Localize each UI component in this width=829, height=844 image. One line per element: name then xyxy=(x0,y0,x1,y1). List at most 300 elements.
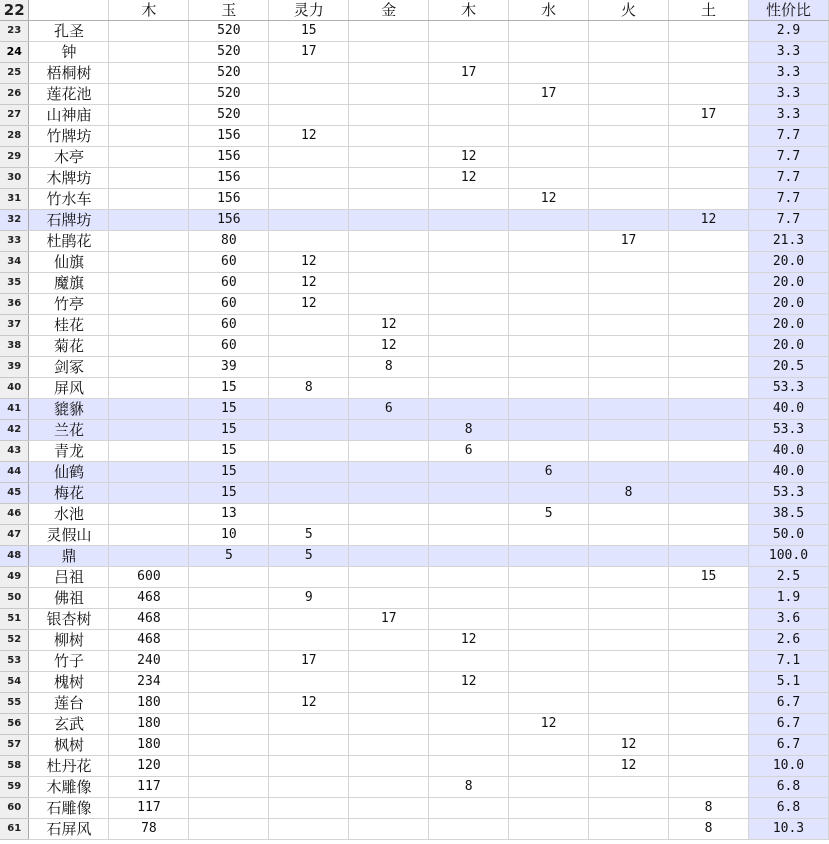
name-cell[interactable]: 仙鹤 xyxy=(29,462,109,483)
jade-cell[interactable]: 156 xyxy=(189,126,269,147)
column-label-fire[interactable]: 火 xyxy=(589,0,669,21)
row-header[interactable]: 39 xyxy=(0,357,29,378)
row-header[interactable]: 34 xyxy=(0,252,29,273)
fire-cell[interactable] xyxy=(589,42,669,63)
earth-cell[interactable] xyxy=(669,777,749,798)
value-ratio-cell[interactable]: 53.3 xyxy=(748,483,828,504)
spirit-cell[interactable] xyxy=(269,819,349,840)
row-header[interactable]: 31 xyxy=(0,189,29,210)
earth-cell[interactable] xyxy=(669,273,749,294)
value-ratio-cell[interactable]: 40.0 xyxy=(748,462,828,483)
metal-cell[interactable] xyxy=(349,378,429,399)
water-cell[interactable] xyxy=(509,252,589,273)
water-cell[interactable] xyxy=(509,168,589,189)
metal-cell[interactable] xyxy=(349,168,429,189)
water-cell[interactable] xyxy=(509,273,589,294)
spirit-cell[interactable]: 12 xyxy=(269,693,349,714)
jade-cell[interactable]: 5 xyxy=(189,546,269,567)
jade-cell[interactable]: 60 xyxy=(189,273,269,294)
spirit-cell[interactable]: 17 xyxy=(269,651,349,672)
spirit-cell[interactable] xyxy=(269,168,349,189)
fire-cell[interactable] xyxy=(589,294,669,315)
spirit-cell[interactable] xyxy=(269,210,349,231)
value-ratio-cell[interactable]: 40.0 xyxy=(748,441,828,462)
metal-cell[interactable]: 12 xyxy=(349,315,429,336)
wood-cell[interactable] xyxy=(109,420,189,441)
fire-cell[interactable] xyxy=(589,84,669,105)
name-cell[interactable]: 莲花池 xyxy=(29,84,109,105)
jade-cell[interactable] xyxy=(189,651,269,672)
row-header[interactable]: 44 xyxy=(0,462,29,483)
metal-cell[interactable] xyxy=(349,441,429,462)
water-cell[interactable] xyxy=(509,294,589,315)
name-cell[interactable]: 灵假山 xyxy=(29,525,109,546)
value-ratio-cell[interactable]: 6.8 xyxy=(748,777,828,798)
fire-cell[interactable] xyxy=(589,525,669,546)
value-ratio-cell[interactable]: 20.0 xyxy=(748,273,828,294)
wood-cell[interactable] xyxy=(109,378,189,399)
name-cell[interactable]: 杜鹃花 xyxy=(29,231,109,252)
value-ratio-cell[interactable]: 50.0 xyxy=(748,525,828,546)
name-cell[interactable]: 杜丹花 xyxy=(29,756,109,777)
name-cell[interactable]: 屏风 xyxy=(29,378,109,399)
earth-cell[interactable] xyxy=(669,714,749,735)
earth-cell[interactable] xyxy=(669,168,749,189)
metal-cell[interactable] xyxy=(349,819,429,840)
metal-cell[interactable] xyxy=(349,567,429,588)
name-cell[interactable]: 玄武 xyxy=(29,714,109,735)
metal-cell[interactable] xyxy=(349,147,429,168)
earth-cell[interactable] xyxy=(669,147,749,168)
jade-cell[interactable]: 10 xyxy=(189,525,269,546)
jade-cell[interactable]: 520 xyxy=(189,21,269,42)
fire-cell[interactable]: 8 xyxy=(589,483,669,504)
water-cell[interactable] xyxy=(509,357,589,378)
jade-cell[interactable] xyxy=(189,714,269,735)
earth-cell[interactable]: 17 xyxy=(669,105,749,126)
value-ratio-cell[interactable]: 7.7 xyxy=(748,168,828,189)
value-ratio-cell[interactable]: 7.7 xyxy=(748,126,828,147)
wood-element-cell[interactable] xyxy=(429,294,509,315)
name-cell[interactable]: 竹亭 xyxy=(29,294,109,315)
wood-cell[interactable] xyxy=(109,294,189,315)
wood-element-cell[interactable] xyxy=(429,735,509,756)
wood-cell[interactable] xyxy=(109,252,189,273)
water-cell[interactable] xyxy=(509,651,589,672)
fire-cell[interactable] xyxy=(589,315,669,336)
name-cell[interactable]: 银杏树 xyxy=(29,609,109,630)
water-cell[interactable] xyxy=(509,420,589,441)
water-cell[interactable] xyxy=(509,147,589,168)
wood-element-cell[interactable]: 12 xyxy=(429,672,509,693)
fire-cell[interactable] xyxy=(589,63,669,84)
wood-element-cell[interactable] xyxy=(429,252,509,273)
wood-cell[interactable]: 120 xyxy=(109,756,189,777)
metal-cell[interactable] xyxy=(349,483,429,504)
jade-cell[interactable]: 15 xyxy=(189,378,269,399)
wood-cell[interactable]: 240 xyxy=(109,651,189,672)
metal-cell[interactable] xyxy=(349,525,429,546)
jade-cell[interactable]: 15 xyxy=(189,462,269,483)
fire-cell[interactable] xyxy=(589,693,669,714)
fire-cell[interactable] xyxy=(589,462,669,483)
row-header[interactable]: 55 xyxy=(0,693,29,714)
fire-cell[interactable]: 17 xyxy=(589,231,669,252)
row-header[interactable]: 57 xyxy=(0,735,29,756)
water-cell[interactable] xyxy=(509,126,589,147)
jade-cell[interactable]: 520 xyxy=(189,84,269,105)
wood-element-cell[interactable] xyxy=(429,588,509,609)
column-label-jade[interactable]: 玉 xyxy=(189,0,269,21)
name-cell[interactable]: 貔貅 xyxy=(29,399,109,420)
earth-cell[interactable] xyxy=(669,189,749,210)
jade-cell[interactable]: 39 xyxy=(189,357,269,378)
row-header[interactable]: 53 xyxy=(0,651,29,672)
earth-cell[interactable] xyxy=(669,735,749,756)
wood-cell[interactable] xyxy=(109,42,189,63)
name-cell[interactable]: 鼎 xyxy=(29,546,109,567)
row-header[interactable]: 25 xyxy=(0,63,29,84)
water-cell[interactable] xyxy=(509,609,589,630)
spirit-cell[interactable] xyxy=(269,441,349,462)
wood-cell[interactable]: 180 xyxy=(109,714,189,735)
water-cell[interactable]: 6 xyxy=(509,462,589,483)
name-cell[interactable]: 梅花 xyxy=(29,483,109,504)
metal-cell[interactable] xyxy=(349,777,429,798)
spirit-cell[interactable] xyxy=(269,399,349,420)
water-cell[interactable] xyxy=(509,21,589,42)
earth-cell[interactable] xyxy=(669,63,749,84)
water-cell[interactable] xyxy=(509,378,589,399)
row-header[interactable]: 24 xyxy=(0,42,29,63)
metal-cell[interactable] xyxy=(349,84,429,105)
wood-element-cell[interactable] xyxy=(429,609,509,630)
earth-cell[interactable] xyxy=(669,504,749,525)
metal-cell[interactable]: 17 xyxy=(349,609,429,630)
row-header[interactable]: 37 xyxy=(0,315,29,336)
water-cell[interactable] xyxy=(509,546,589,567)
name-cell[interactable]: 佛祖 xyxy=(29,588,109,609)
water-cell[interactable] xyxy=(509,231,589,252)
fire-cell[interactable] xyxy=(589,420,669,441)
jade-cell[interactable]: 15 xyxy=(189,441,269,462)
wood-element-cell[interactable] xyxy=(429,819,509,840)
row-header[interactable]: 35 xyxy=(0,273,29,294)
jade-cell[interactable]: 60 xyxy=(189,252,269,273)
earth-cell[interactable] xyxy=(669,357,749,378)
name-cell[interactable]: 槐树 xyxy=(29,672,109,693)
value-ratio-cell[interactable]: 7.7 xyxy=(748,189,828,210)
earth-cell[interactable]: 8 xyxy=(669,819,749,840)
jade-cell[interactable] xyxy=(189,672,269,693)
jade-cell[interactable]: 156 xyxy=(189,189,269,210)
spirit-cell[interactable] xyxy=(269,609,349,630)
earth-cell[interactable] xyxy=(669,756,749,777)
wood-element-cell[interactable] xyxy=(429,798,509,819)
value-ratio-cell[interactable]: 3.3 xyxy=(748,42,828,63)
wood-cell[interactable] xyxy=(109,147,189,168)
value-ratio-cell[interactable]: 38.5 xyxy=(748,504,828,525)
spirit-cell[interactable]: 9 xyxy=(269,588,349,609)
wood-cell[interactable] xyxy=(109,63,189,84)
name-cell[interactable]: 桂花 xyxy=(29,315,109,336)
fire-cell[interactable] xyxy=(589,798,669,819)
spirit-cell[interactable] xyxy=(269,357,349,378)
water-cell[interactable] xyxy=(509,756,589,777)
value-ratio-cell[interactable]: 20.0 xyxy=(748,252,828,273)
metal-cell[interactable] xyxy=(349,420,429,441)
name-cell[interactable]: 枫树 xyxy=(29,735,109,756)
row-header[interactable]: 23 xyxy=(0,21,29,42)
wood-element-cell[interactable]: 12 xyxy=(429,147,509,168)
name-cell[interactable]: 石雕像 xyxy=(29,798,109,819)
metal-cell[interactable] xyxy=(349,273,429,294)
value-ratio-cell[interactable]: 3.3 xyxy=(748,63,828,84)
name-cell[interactable]: 石牌坊 xyxy=(29,210,109,231)
wood-element-cell[interactable] xyxy=(429,462,509,483)
spirit-cell[interactable] xyxy=(269,231,349,252)
metal-cell[interactable]: 6 xyxy=(349,399,429,420)
wood-cell[interactable]: 180 xyxy=(109,735,189,756)
jade-cell[interactable]: 156 xyxy=(189,147,269,168)
earth-cell[interactable] xyxy=(669,441,749,462)
row-header[interactable]: 56 xyxy=(0,714,29,735)
wood-element-cell[interactable]: 12 xyxy=(429,168,509,189)
fire-cell[interactable]: 12 xyxy=(589,756,669,777)
fire-cell[interactable] xyxy=(589,273,669,294)
jade-cell[interactable] xyxy=(189,798,269,819)
jade-cell[interactable]: 520 xyxy=(189,105,269,126)
metal-cell[interactable] xyxy=(349,588,429,609)
column-label-water[interactable]: 水 xyxy=(509,0,589,21)
column-label-metal[interactable]: 金 xyxy=(349,0,429,21)
wood-cell[interactable] xyxy=(109,168,189,189)
wood-cell[interactable] xyxy=(109,483,189,504)
wood-element-cell[interactable] xyxy=(429,567,509,588)
earth-cell[interactable] xyxy=(669,252,749,273)
value-ratio-cell[interactable]: 5.1 xyxy=(748,672,828,693)
name-cell[interactable]: 青龙 xyxy=(29,441,109,462)
metal-cell[interactable] xyxy=(349,42,429,63)
name-cell[interactable]: 兰花 xyxy=(29,420,109,441)
metal-cell[interactable] xyxy=(349,735,429,756)
spirit-cell[interactable] xyxy=(269,567,349,588)
wood-element-cell[interactable] xyxy=(429,651,509,672)
metal-cell[interactable] xyxy=(349,63,429,84)
earth-cell[interactable] xyxy=(669,693,749,714)
water-cell[interactable] xyxy=(509,210,589,231)
value-ratio-cell[interactable]: 6.7 xyxy=(748,735,828,756)
value-ratio-cell[interactable]: 3.6 xyxy=(748,609,828,630)
row-header[interactable]: 22 xyxy=(0,0,29,21)
water-cell[interactable] xyxy=(509,630,589,651)
spirit-cell[interactable]: 15 xyxy=(269,21,349,42)
wood-element-cell[interactable]: 8 xyxy=(429,420,509,441)
earth-cell[interactable] xyxy=(669,609,749,630)
name-cell[interactable]: 竹水车 xyxy=(29,189,109,210)
earth-cell[interactable] xyxy=(669,315,749,336)
earth-cell[interactable]: 8 xyxy=(669,798,749,819)
wood-cell[interactable] xyxy=(109,21,189,42)
spirit-cell[interactable] xyxy=(269,756,349,777)
wood-element-cell[interactable] xyxy=(429,504,509,525)
fire-cell[interactable] xyxy=(589,105,669,126)
metal-cell[interactable] xyxy=(349,126,429,147)
row-header[interactable]: 46 xyxy=(0,504,29,525)
earth-cell[interactable] xyxy=(669,651,749,672)
wood-cell[interactable]: 600 xyxy=(109,567,189,588)
jade-cell[interactable]: 13 xyxy=(189,504,269,525)
earth-cell[interactable] xyxy=(669,84,749,105)
fire-cell[interactable] xyxy=(589,651,669,672)
water-cell[interactable] xyxy=(509,483,589,504)
fire-cell[interactable] xyxy=(589,378,669,399)
water-cell[interactable] xyxy=(509,336,589,357)
spirit-cell[interactable]: 12 xyxy=(269,252,349,273)
row-header[interactable]: 58 xyxy=(0,756,29,777)
earth-cell[interactable] xyxy=(669,126,749,147)
row-header[interactable]: 28 xyxy=(0,126,29,147)
value-ratio-cell[interactable]: 7.7 xyxy=(748,210,828,231)
row-header[interactable]: 32 xyxy=(0,210,29,231)
metal-cell[interactable] xyxy=(349,210,429,231)
row-header[interactable]: 54 xyxy=(0,672,29,693)
wood-element-cell[interactable] xyxy=(429,21,509,42)
jade-cell[interactable] xyxy=(189,609,269,630)
row-header[interactable]: 52 xyxy=(0,630,29,651)
water-cell[interactable] xyxy=(509,819,589,840)
jade-cell[interactable]: 60 xyxy=(189,315,269,336)
name-cell[interactable]: 柳树 xyxy=(29,630,109,651)
value-ratio-cell[interactable]: 40.0 xyxy=(748,399,828,420)
value-ratio-cell[interactable]: 6.7 xyxy=(748,714,828,735)
value-ratio-cell[interactable]: 100.0 xyxy=(748,546,828,567)
value-ratio-cell[interactable]: 53.3 xyxy=(748,420,828,441)
wood-element-cell[interactable] xyxy=(429,273,509,294)
row-header[interactable]: 41 xyxy=(0,399,29,420)
spirit-cell[interactable] xyxy=(269,504,349,525)
wood-cell[interactable]: 117 xyxy=(109,798,189,819)
wood-element-cell[interactable] xyxy=(429,483,509,504)
value-ratio-cell[interactable]: 53.3 xyxy=(748,378,828,399)
name-cell[interactable]: 水池 xyxy=(29,504,109,525)
water-cell[interactable]: 12 xyxy=(509,714,589,735)
water-cell[interactable] xyxy=(509,777,589,798)
value-ratio-cell[interactable]: 6.8 xyxy=(748,798,828,819)
spirit-cell[interactable]: 5 xyxy=(269,525,349,546)
jade-cell[interactable]: 156 xyxy=(189,168,269,189)
value-ratio-cell[interactable]: 20.0 xyxy=(748,294,828,315)
spirit-cell[interactable] xyxy=(269,483,349,504)
wood-element-cell[interactable] xyxy=(429,714,509,735)
jade-cell[interactable] xyxy=(189,693,269,714)
name-cell[interactable]: 吕祖 xyxy=(29,567,109,588)
water-cell[interactable] xyxy=(509,672,589,693)
earth-cell[interactable] xyxy=(669,630,749,651)
wood-element-cell[interactable] xyxy=(429,756,509,777)
value-ratio-cell[interactable]: 2.6 xyxy=(748,630,828,651)
wood-cell[interactable] xyxy=(109,399,189,420)
name-cell[interactable]: 莲台 xyxy=(29,693,109,714)
name-cell[interactable]: 孔圣 xyxy=(29,21,109,42)
row-header[interactable]: 29 xyxy=(0,147,29,168)
row-header[interactable]: 33 xyxy=(0,231,29,252)
metal-cell[interactable] xyxy=(349,189,429,210)
earth-cell[interactable] xyxy=(669,546,749,567)
row-header[interactable]: 42 xyxy=(0,420,29,441)
metal-cell[interactable] xyxy=(349,231,429,252)
wood-cell[interactable]: 180 xyxy=(109,693,189,714)
wood-element-cell[interactable] xyxy=(429,336,509,357)
name-cell[interactable]: 剑冢 xyxy=(29,357,109,378)
value-ratio-cell[interactable]: 20.0 xyxy=(748,315,828,336)
water-cell[interactable]: 17 xyxy=(509,84,589,105)
wood-element-cell[interactable] xyxy=(429,42,509,63)
value-ratio-cell[interactable]: 3.3 xyxy=(748,105,828,126)
fire-cell[interactable]: 12 xyxy=(589,735,669,756)
row-header[interactable]: 50 xyxy=(0,588,29,609)
spirit-cell[interactable] xyxy=(269,777,349,798)
earth-cell[interactable] xyxy=(669,378,749,399)
value-ratio-cell[interactable]: 3.3 xyxy=(748,84,828,105)
fire-cell[interactable] xyxy=(589,252,669,273)
row-header[interactable]: 60 xyxy=(0,798,29,819)
fire-cell[interactable] xyxy=(589,210,669,231)
earth-cell[interactable] xyxy=(669,42,749,63)
spirit-cell[interactable] xyxy=(269,714,349,735)
jade-cell[interactable]: 156 xyxy=(189,210,269,231)
wood-cell[interactable] xyxy=(109,189,189,210)
water-cell[interactable] xyxy=(509,567,589,588)
wood-element-cell[interactable] xyxy=(429,315,509,336)
jade-cell[interactable] xyxy=(189,567,269,588)
metal-cell[interactable] xyxy=(349,756,429,777)
jade-cell[interactable]: 15 xyxy=(189,399,269,420)
metal-cell[interactable] xyxy=(349,294,429,315)
spirit-cell[interactable] xyxy=(269,735,349,756)
spirit-cell[interactable]: 12 xyxy=(269,294,349,315)
row-header[interactable]: 36 xyxy=(0,294,29,315)
value-ratio-cell[interactable]: 7.7 xyxy=(748,147,828,168)
water-cell[interactable]: 5 xyxy=(509,504,589,525)
name-cell[interactable]: 木牌坊 xyxy=(29,168,109,189)
earth-cell[interactable] xyxy=(669,483,749,504)
jade-cell[interactable]: 520 xyxy=(189,42,269,63)
spirit-cell[interactable]: 17 xyxy=(269,42,349,63)
fire-cell[interactable] xyxy=(589,147,669,168)
earth-cell[interactable]: 12 xyxy=(669,210,749,231)
fire-cell[interactable] xyxy=(589,126,669,147)
row-header[interactable]: 26 xyxy=(0,84,29,105)
fire-cell[interactable] xyxy=(589,504,669,525)
jade-cell[interactable]: 80 xyxy=(189,231,269,252)
wood-cell[interactable]: 468 xyxy=(109,609,189,630)
wood-cell[interactable] xyxy=(109,126,189,147)
value-ratio-cell[interactable]: 20.0 xyxy=(748,336,828,357)
wood-cell[interactable]: 468 xyxy=(109,630,189,651)
spirit-cell[interactable] xyxy=(269,315,349,336)
row-header[interactable]: 45 xyxy=(0,483,29,504)
wood-element-cell[interactable] xyxy=(429,189,509,210)
name-cell[interactable]: 魔旗 xyxy=(29,273,109,294)
name-cell[interactable]: 仙旗 xyxy=(29,252,109,273)
metal-cell[interactable] xyxy=(349,672,429,693)
row-header[interactable]: 49 xyxy=(0,567,29,588)
water-cell[interactable] xyxy=(509,63,589,84)
metal-cell[interactable]: 8 xyxy=(349,357,429,378)
wood-cell[interactable] xyxy=(109,105,189,126)
fire-cell[interactable] xyxy=(589,441,669,462)
